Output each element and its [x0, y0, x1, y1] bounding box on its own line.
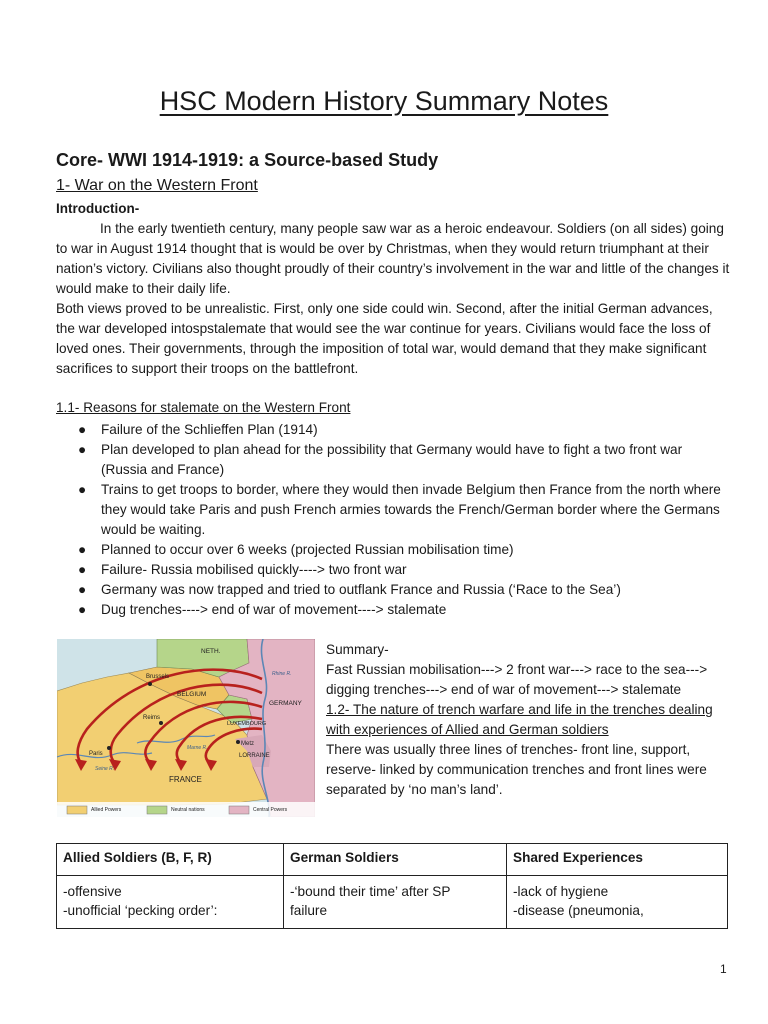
map-label-belgium: BELGIUM [177, 691, 207, 698]
table-cell-shared: -lack of hygiene -disease (pneumonia, [507, 876, 728, 929]
experiences-table [56, 843, 728, 929]
trench-warfare-heading: 1.2- The nature of trench warfare and life in the trenches dealing with experiences of Allied and German soldiers [326, 702, 713, 737]
table-header-german: German Soldiers [284, 844, 507, 876]
map-label-reims: Reims [143, 715, 161, 721]
intro-label: Introduction- [56, 201, 140, 216]
schlieffen-plan-map [57, 639, 315, 817]
list-item: ● Germany was now trapped and tried to outflank France and Russia (‘Race to the Sea’) [56, 580, 728, 600]
list-item: ● Failure of the Schlieffen Plan (1914) [56, 420, 728, 440]
map-label-luxembourg: LUXEMBOURG [227, 721, 267, 727]
legend-label-central: Central Powers [253, 807, 288, 813]
map-label-rhine: Rhine R. [272, 671, 292, 677]
bullet-icon: ● [78, 602, 87, 617]
bullet-icon: ● [78, 562, 87, 577]
summary-block [326, 640, 726, 800]
map-label-metz: Metz [241, 741, 255, 747]
table-cell-german: -‘bound their time’ after SP failure [284, 876, 507, 929]
legend-label-neutral: Neutral nations [171, 807, 205, 813]
legend-label-allied: Allied Powers [91, 807, 122, 813]
summary-text: Fast Russian mobilisation---> 2 front war---> race to the sea---> digging trenches---> end of war of movement---> stalemate [326, 662, 708, 697]
bullet-icon: ● [78, 542, 87, 557]
bullet-icon: ● [78, 422, 87, 437]
bullet-icon: ● [78, 582, 87, 597]
stalemate-bullet-list [56, 420, 728, 620]
table-header-allied: Allied Soldiers (B, F, R) [57, 844, 284, 876]
core-heading: Core- WWI 1914-1919: a Source-based Study [56, 150, 439, 170]
city-dot-reims [159, 721, 163, 725]
map-label-france: FRANCE [169, 775, 202, 784]
map-label-seine: Seine R. [95, 766, 115, 772]
list-item: ● Failure- Russia mobilised quickly----> two front war [56, 560, 728, 580]
list-item: ● Plan developed to plan ahead for the possibility that Germany would have to fight a two front war (Russia and France) [78, 442, 683, 477]
map-label-lorraine: LORRAINE [239, 753, 270, 759]
list-item: ● Trains to get troops to border, where they would then invade Belgium then France from the north where they would take Paris and push French armies towards the French/German border where the Germans would be waiting. [78, 482, 721, 537]
summary-label: Summary- [326, 642, 389, 657]
page-title: HSC Modern History Summary Notes [159, 86, 609, 116]
city-dot-metz [236, 740, 240, 744]
page-number: 1 [720, 962, 727, 976]
table-row [57, 876, 728, 929]
legend-swatch-allied [67, 806, 87, 814]
table-header-shared: Shared Experiences [507, 844, 728, 876]
map-label-marne: Marne R. [187, 745, 208, 751]
intro-paragraph-1: In the early twentieth century, many people saw war as a heroic endeavour. Soldiers (on all sides) going to war in August 1914 thought that is would be over by Christmas, when they would return triumphant at their nation’s victory. Civilians also thought proudly of their country’s involvement in the war and little of the changes it would make to their daily life. [56, 221, 730, 296]
bullet-icon: ● [78, 442, 87, 457]
list-item: ● Planned to occur over 6 weeks (projected Russian mobilisation time) [56, 540, 728, 560]
legend-swatch-neutral [147, 806, 167, 814]
bullet-icon: ● [78, 482, 87, 497]
map-label-germany: GERMANY [269, 700, 302, 707]
list-item: ● Dug trenches----> end of war of movement----> stalemate [56, 600, 728, 620]
city-dot-brussels [148, 682, 152, 686]
stalemate-heading: 1.1- Reasons for stalemate on the Western Front [56, 400, 351, 415]
legend-swatch-central [229, 806, 249, 814]
map-label-paris: Paris [89, 751, 103, 757]
table-cell-allied: -offensive -unofficial ‘pecking order’: [57, 876, 284, 929]
map-label-neth: NETH. [201, 648, 221, 655]
intro-paragraph-2: Both views proved to be unrealistic. First, only one side could win. Second, after the initial German advances, the war developed intospstalemate that would see the war continue for years. Civilians would face the loss of loved ones. Their governments, through the imposition of total war, would demand that they make significant sacrifices to support their troops on the battlefront. [56, 301, 713, 376]
map-label-brussels: Brussels [146, 674, 170, 680]
table-header-row [57, 844, 728, 876]
section-heading: 1- War on the Western Front [56, 177, 258, 194]
city-dot-paris [107, 746, 111, 750]
trench-lines-text: There was usually three lines of trenches- front line, support, reserve- linked by communication trenches and front lines were separated by ‘no man’s land’. [326, 742, 707, 797]
